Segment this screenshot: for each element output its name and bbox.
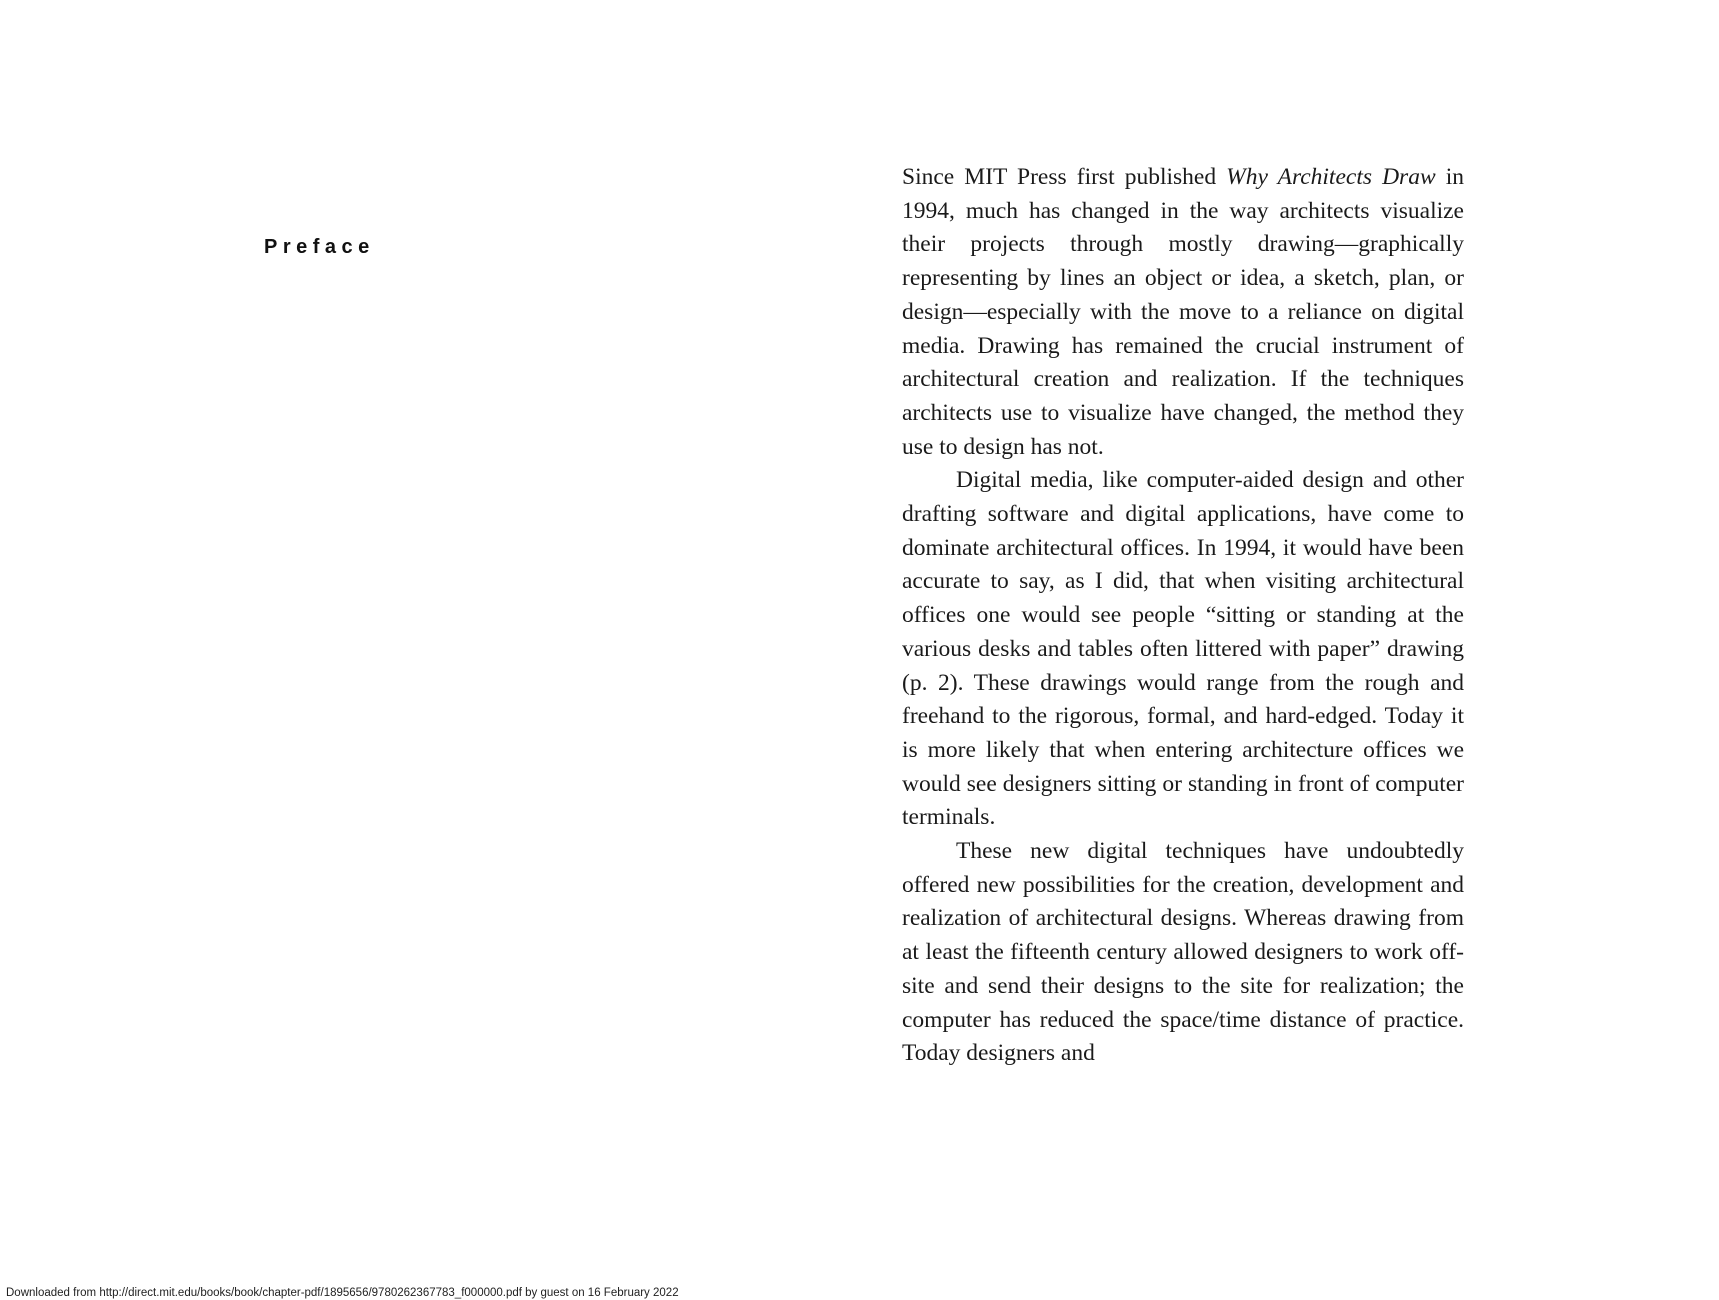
chapter-body (902, 161, 1464, 1071)
book-title: Why Architects Draw (1226, 164, 1436, 190)
paragraph-2: Digital media, like computer-aided design and other drafting software and digital applications, have come to dominate architectural offices. In 1994, it would have been accurate to say, as I did, that when visiting architectural offices one would see people “sitting or standing at the various desks and tables often littered with paper” drawing (p. 2). These drawings would range from the rough and freehand to the rigorous, formal, and hard-edged. Today it is more likely that when entering architecture offices we would see designers sitting or standing in front of computer terminals. (902, 467, 1464, 831)
chapter-heading: Preface (264, 236, 375, 258)
paragraph-1-lead: Since MIT Press first published (902, 164, 1227, 190)
download-footer: Downloaded from http://direct.mit.edu/books/book/chapter-pdf/1895656/9780262367783_f000000.pdf by guest on 16 February 2022 (6, 1287, 679, 1299)
paragraph-1 (902, 161, 1464, 464)
paragraph-3: These new digital techniques have undoubtedly offered new possibilities for the creation, development and realization of architectural designs. Whereas drawing from at least the fifteenth century allowed designers to work off-site and send their designs to the site for realization; the computer has reduced the space/time distance of practice. Today designers and (902, 838, 1464, 1067)
paragraph-1-rest: in 1994, much has changed in the way architects visualize their projects through mostly drawing—graphically representing by lines an object or idea, a sketch, plan, or design—especially with the move to a reliance on digital media. Drawing has remained the crucial instrument of architectural creation and realization. If the techniques architects use to visualize have changed, the method they use to design has not. (902, 164, 1465, 460)
